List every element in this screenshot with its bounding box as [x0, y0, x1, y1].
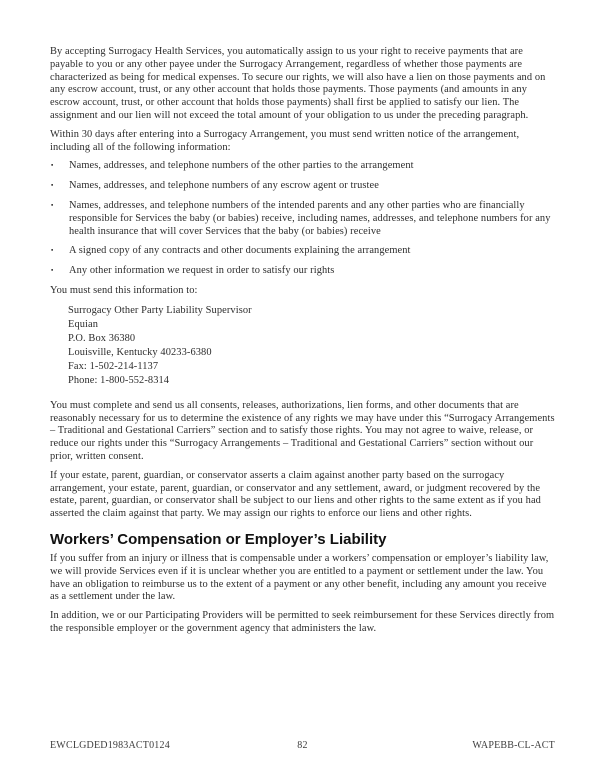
- address-line: Louisville, Kentucky 40233-6380: [68, 346, 212, 358]
- body-paragraph: You must send this information to:: [50, 284, 198, 296]
- body-paragraph: You must complete and send us all consents, releases, authorizations, lien forms, and other documents that are reasonably necessary for us to determine the existence of any rights we may have under this “Surrogacy Arrangements – Traditional and Gestational Carriers” section and to satisfy those rights. You may not agree to waive, release, or reduce our rights under this “Surrogacy Arrangements – Traditional and Gestational Carriers” section without our prior, written consent.: [50, 399, 555, 462]
- page-footer: [50, 740, 555, 751]
- footer-doc-code: WAPEBB-CL-ACT: [472, 740, 555, 751]
- document-content: [50, 46, 558, 636]
- bullet-text: Names, addresses, and telephone numbers of any escrow agent or trustee: [69, 180, 379, 192]
- address-line: Surrogacy Other Party Liability Supervisor: [68, 304, 252, 316]
- address-block: [68, 304, 558, 388]
- bullet-item: [50, 160, 558, 173]
- address-line: P.O. Box 36380: [68, 332, 136, 344]
- body-paragraph: In addition, we or our Participating Providers will be permitted to seek reimbursement for these Services directly from the responsible employer or the government agency that administers the law.: [50, 610, 555, 634]
- bullet-item: [50, 180, 558, 193]
- bullet-icon: ▪: [51, 162, 54, 170]
- address-line: Fax: 1-502-214-1137: [68, 360, 159, 372]
- bullet-text: Any other information we request in order to satisfy our rights: [69, 265, 335, 277]
- body-paragraph: If you suffer from an injury or illness that is compensable under a workers’ compensation or employer’s liability law, we will provide Services even if it is unclear whether you are entitled to a payment or settlement under the law. You have an obligation to reimburse us to the extent of a payment or any other benefit, including any amount you receive as a settlement under the law.: [50, 552, 549, 603]
- bullet-text: Names, addresses, and telephone numbers of the other parties to the arrangement: [69, 160, 414, 172]
- body-paragraph: By accepting Surrogacy Health Services, you automatically assign to us your right to receive payments that are payable to you or any other payee under the Surrogacy Arrangement, regardless of whether those payments are characterized as being for medical expenses. To secure our rights, we will also have a lien on those payments and on any escrow account, trust, or any other account that holds those payments. Those payments (and amounts in any escrow account, trust, or other account that holds those payments) shall first be applied to satisfy our lien. The assignment and our lien will not exceed the total amount of your obligation to us under the preceding paragraph.: [50, 46, 546, 121]
- body-paragraph: Within 30 days after entering into a Surrogacy Arrangement, you must send written notice of the arrangement, including all of the following information:: [50, 128, 520, 153]
- address-line: Equian: [68, 318, 99, 330]
- body-paragraph: If your estate, parent, guardian, or conservator asserts a claim against another party based on the surrogacy arrangement, your estate, parent, guardian, or conservator and any settlement, award, or judgment recovered by the estate, parent, guardian, or conservator shall be subject to our liens and other rights to the same extent as if you had asserted the claim against that party. We may assign our rights to enforce our liens and other rights.: [50, 469, 541, 520]
- bullet-text: Names, addresses, and telephone numbers of the intended parents and any other parties who are financially responsible for Services the baby (or babies) receive, including names, addresses, and telephone numbers for any health insurance that will cover Services that the baby (or babies) receive: [69, 199, 551, 237]
- address-line: Phone: 1-800-552-8314: [68, 374, 170, 386]
- footer-form-number: EWCLGDED1983ACT0124: [50, 740, 170, 751]
- bullet-text: A signed copy of any contracts and other documents explaining the arrangement: [69, 245, 411, 257]
- section-heading: Workers’ Compensation or Employer’s Liability: [50, 530, 387, 548]
- bullet-item: [50, 265, 558, 278]
- bullet-item: [50, 245, 558, 258]
- bullet-item: [50, 200, 558, 238]
- footer-page-number: 82: [297, 740, 308, 751]
- bullet-list: [50, 160, 558, 278]
- bullet-icon: ▪: [51, 247, 54, 255]
- bullet-icon: ▪: [51, 201, 54, 209]
- bullet-icon: ▪: [51, 182, 54, 190]
- bullet-icon: ▪: [51, 267, 54, 275]
